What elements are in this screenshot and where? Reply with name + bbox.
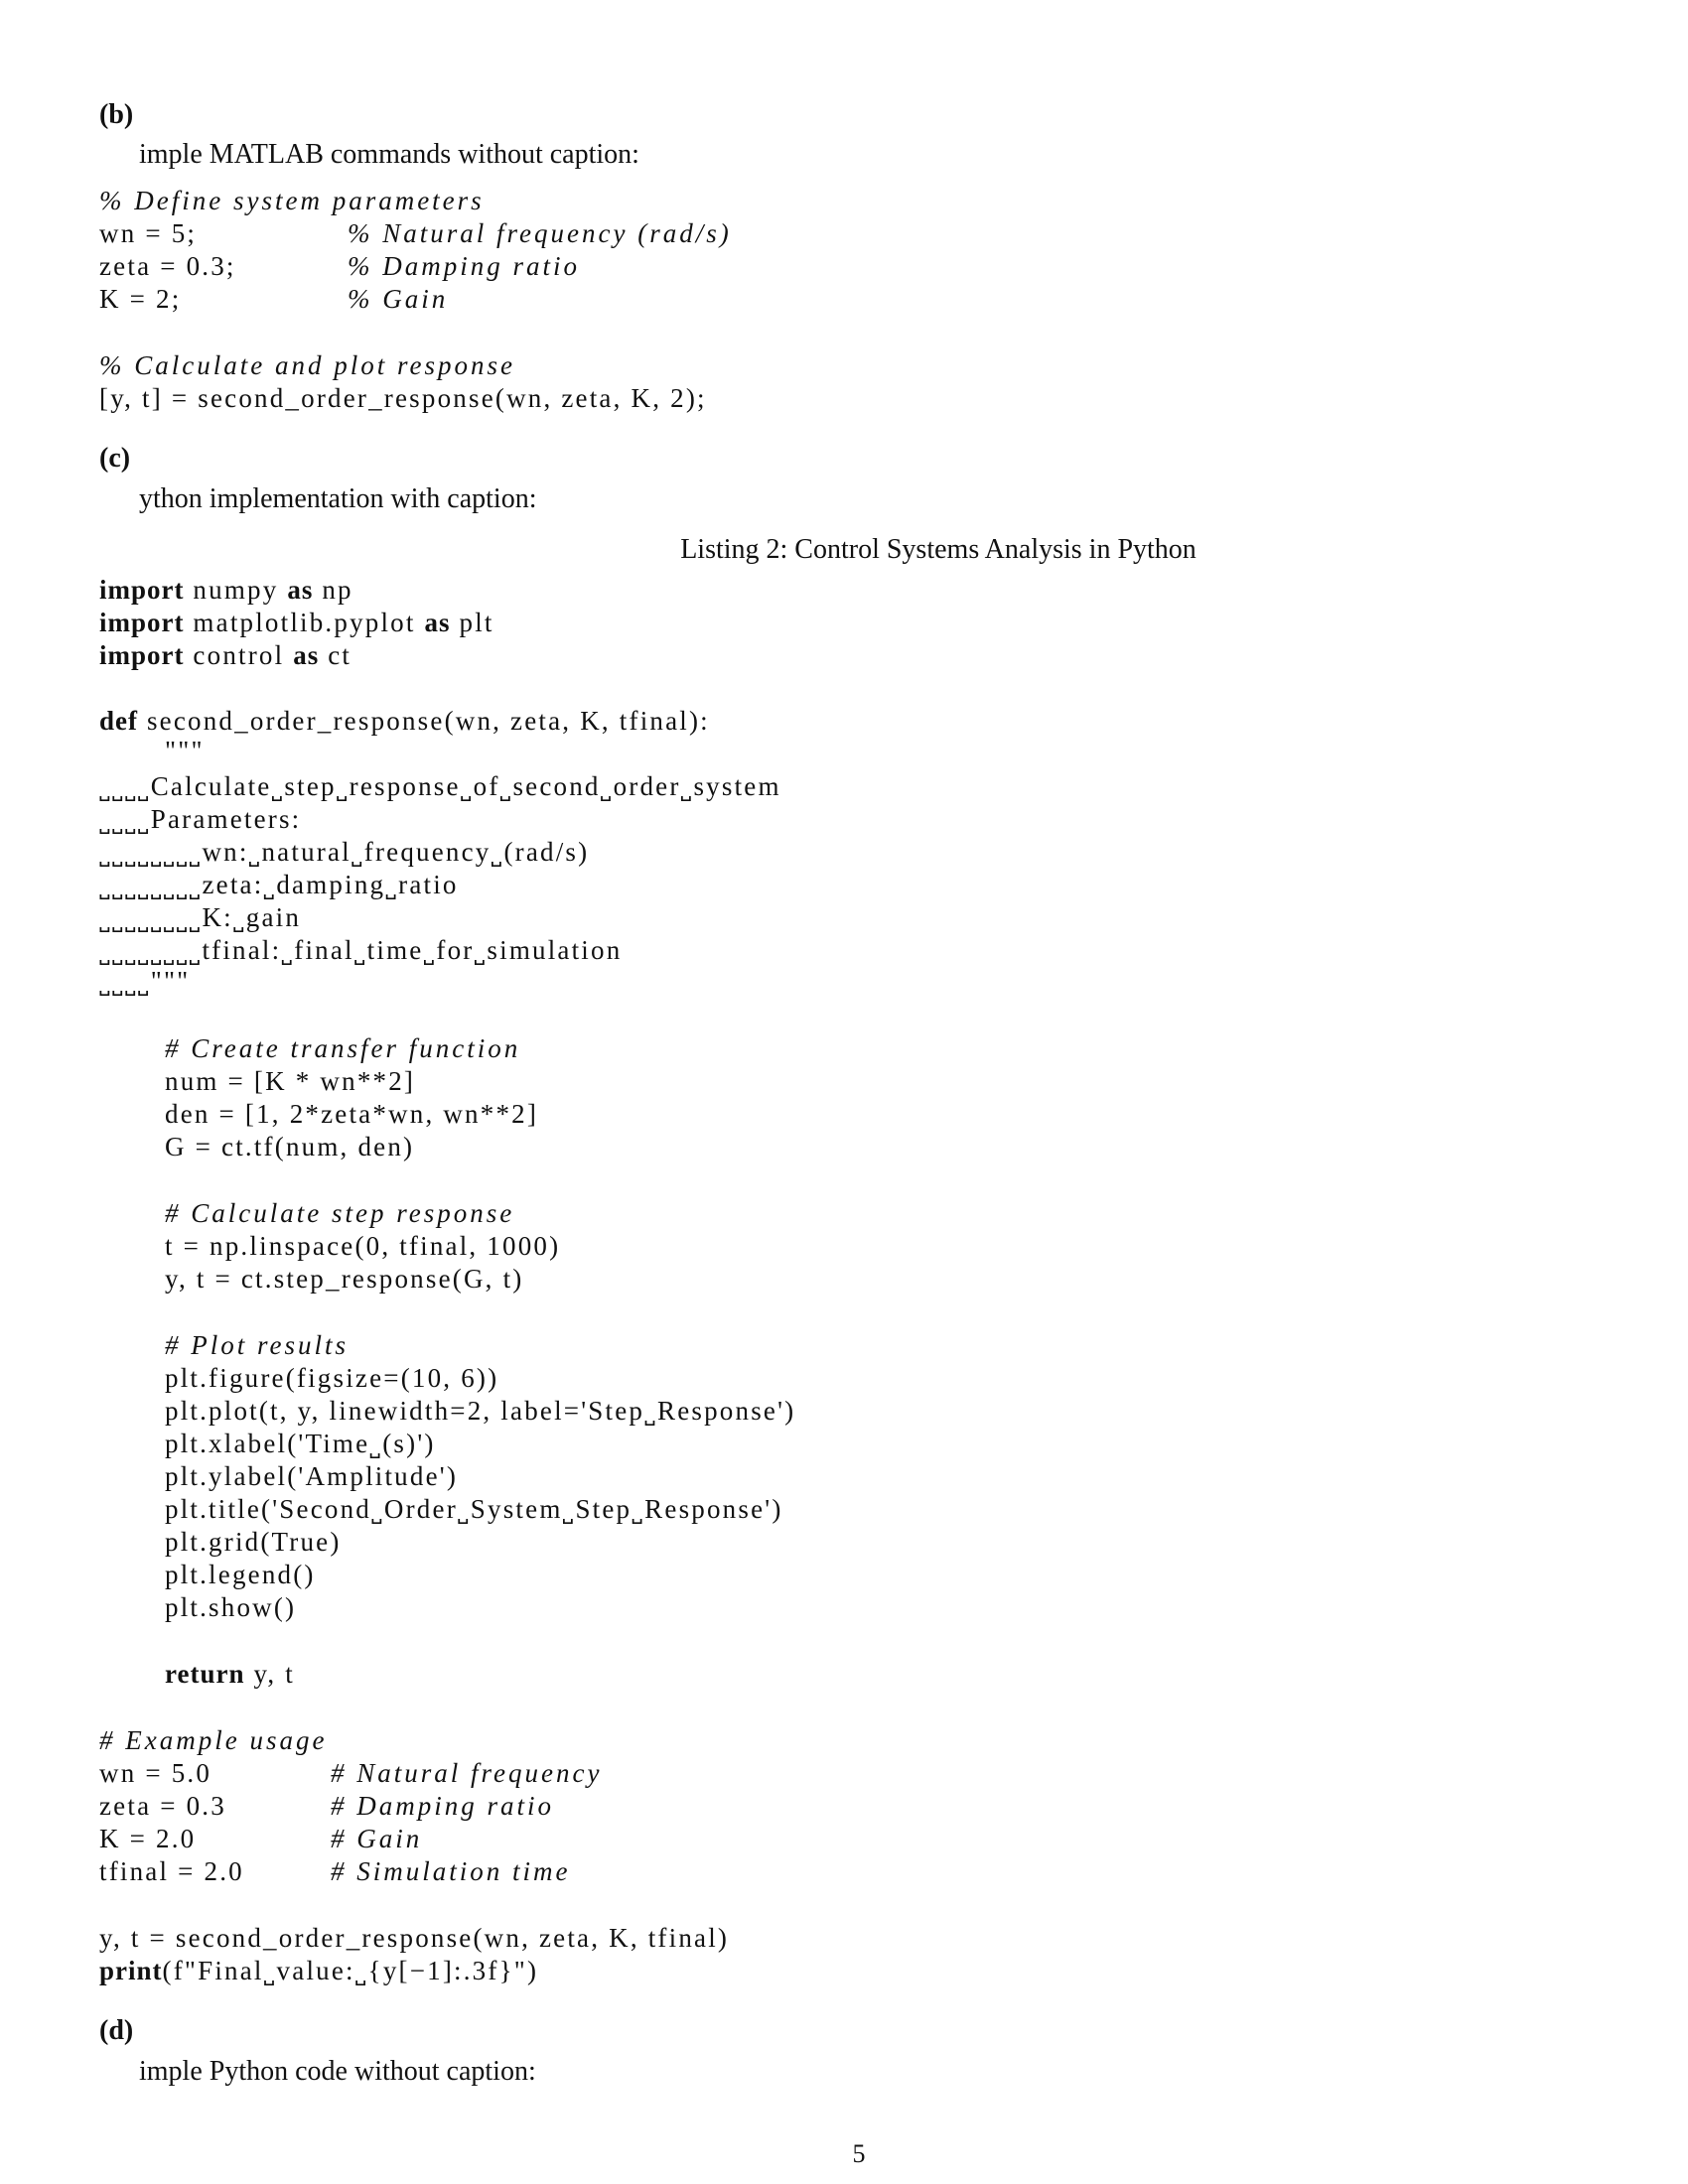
- code-comment: # Natural frequency: [331, 1758, 603, 1788]
- section-d-intro: imple Python code without caption:: [139, 2056, 536, 2087]
- code-comment: # Example usage: [99, 1725, 328, 1755]
- code-line: plt.ylabel('Amplitude'): [165, 1461, 459, 1491]
- code-line: K = 2.0: [99, 1824, 197, 1853]
- code-comment: % Gain: [348, 284, 449, 314]
- code-keyword: as: [424, 608, 451, 637]
- section-label-d: (d): [99, 2015, 134, 2046]
- docstring-line: ˽˽˽˽˽˽˽˽wn:˽natural˽frequency˽(rad/s): [99, 837, 590, 867]
- code-comment: # Damping ratio: [331, 1791, 555, 1821]
- code-line: plt.figure(figsize=(10, 6)): [165, 1363, 499, 1393]
- code-comment: % Natural frequency (rad/s): [348, 218, 732, 248]
- code-line: plt.xlabel('Time˽(s)'): [165, 1429, 436, 1458]
- docstring-line: ˽˽˽˽Parameters:: [99, 804, 302, 834]
- code-comment: # Gain: [331, 1824, 423, 1853]
- code-line: y, t = second_order_response(wn, zeta, K, tfinal): [99, 1923, 730, 1953]
- code-text: plt: [450, 608, 494, 637]
- code-text: np: [313, 575, 353, 605]
- code-keyword: print: [99, 1956, 163, 1985]
- section-label-c: (c): [99, 443, 131, 474]
- code-text: ct: [319, 640, 352, 670]
- code-keyword: as: [287, 575, 314, 605]
- code-comment: % Define system parameters: [99, 186, 485, 215]
- code-text: second_order_response(wn, zeta, K, tfinal):: [138, 706, 710, 736]
- docstring-line: ˽˽˽˽˽˽˽˽zeta:˽damping˽ratio: [99, 870, 459, 899]
- code-text: matplotlib.pyplot: [184, 608, 425, 637]
- docstring-line: ˽˽˽˽˽˽˽˽K:˽gain: [99, 902, 302, 932]
- code-line: wn = 5;: [99, 218, 198, 248]
- code-line: plt.plot(t, y, linewidth=2, label='Step˽Response'): [165, 1396, 796, 1426]
- code-keyword: def: [99, 706, 138, 736]
- code-keyword: import: [99, 575, 185, 605]
- code-comment: % Damping ratio: [348, 251, 580, 281]
- code-line: plt.legend(): [165, 1560, 316, 1589]
- code-keyword: as: [293, 640, 320, 670]
- code-line: zeta = 0.3;: [99, 251, 236, 281]
- code-line: plt.title('Second˽Order˽System˽Step˽Response'): [165, 1494, 783, 1524]
- code-text: control: [184, 640, 294, 670]
- code-comment: # Create transfer function: [165, 1033, 521, 1063]
- code-text: numpy: [184, 575, 288, 605]
- code-comment: # Calculate step response: [165, 1198, 515, 1228]
- code-line: y, t = ct.step_response(G, t): [165, 1264, 524, 1294]
- code-comment: # Simulation time: [331, 1856, 571, 1886]
- code-text: y, t: [244, 1659, 295, 1689]
- code-line: tfinal = 2.0: [99, 1856, 244, 1886]
- code-line: wn = 5.0: [99, 1758, 212, 1788]
- code-comment: % Calculate and plot response: [99, 350, 515, 380]
- listing-caption: Listing 2: Control Systems Analysis in Python: [680, 534, 1196, 565]
- docstring-line: ˽˽˽˽Calculate˽step˽response˽of˽second˽order˽system: [99, 771, 781, 801]
- docstring-line: ˽˽˽˽˽˽˽˽tfinal:˽final˽time˽for˽simulation: [99, 935, 623, 965]
- section-b-intro: imple MATLAB commands without caption:: [139, 139, 639, 170]
- code-line: t = np.linspace(0, tfinal, 1000): [165, 1231, 561, 1261]
- section-label-b: (b): [99, 99, 134, 130]
- docstring-line: ˽˽˽˽""": [99, 966, 191, 996]
- page-number: 5: [852, 2139, 866, 2168]
- code-keyword: import: [99, 608, 185, 637]
- code-line: plt.show(): [165, 1592, 297, 1622]
- code-line: zeta = 0.3: [99, 1791, 226, 1821]
- code-line: K = 2;: [99, 284, 182, 314]
- code-line: [y, t] = second_order_response(wn, zeta, K, 2);: [99, 383, 707, 413]
- section-c-intro: ython implementation with caption:: [139, 483, 537, 514]
- code-comment: # Plot results: [165, 1330, 350, 1360]
- docstring-line: """: [165, 736, 205, 765]
- code-text: (f"Final˽value:˽{y[−1]:.3f}"): [162, 1956, 539, 1985]
- code-line: num = [K * wn**2]: [165, 1066, 416, 1096]
- code-keyword: import: [99, 640, 185, 670]
- code-line: den = [1, 2*zeta*wn, wn**2]: [165, 1099, 539, 1129]
- code-keyword: return: [165, 1659, 245, 1689]
- code-line: G = ct.tf(num, den): [165, 1132, 415, 1161]
- code-line: plt.grid(True): [165, 1527, 342, 1557]
